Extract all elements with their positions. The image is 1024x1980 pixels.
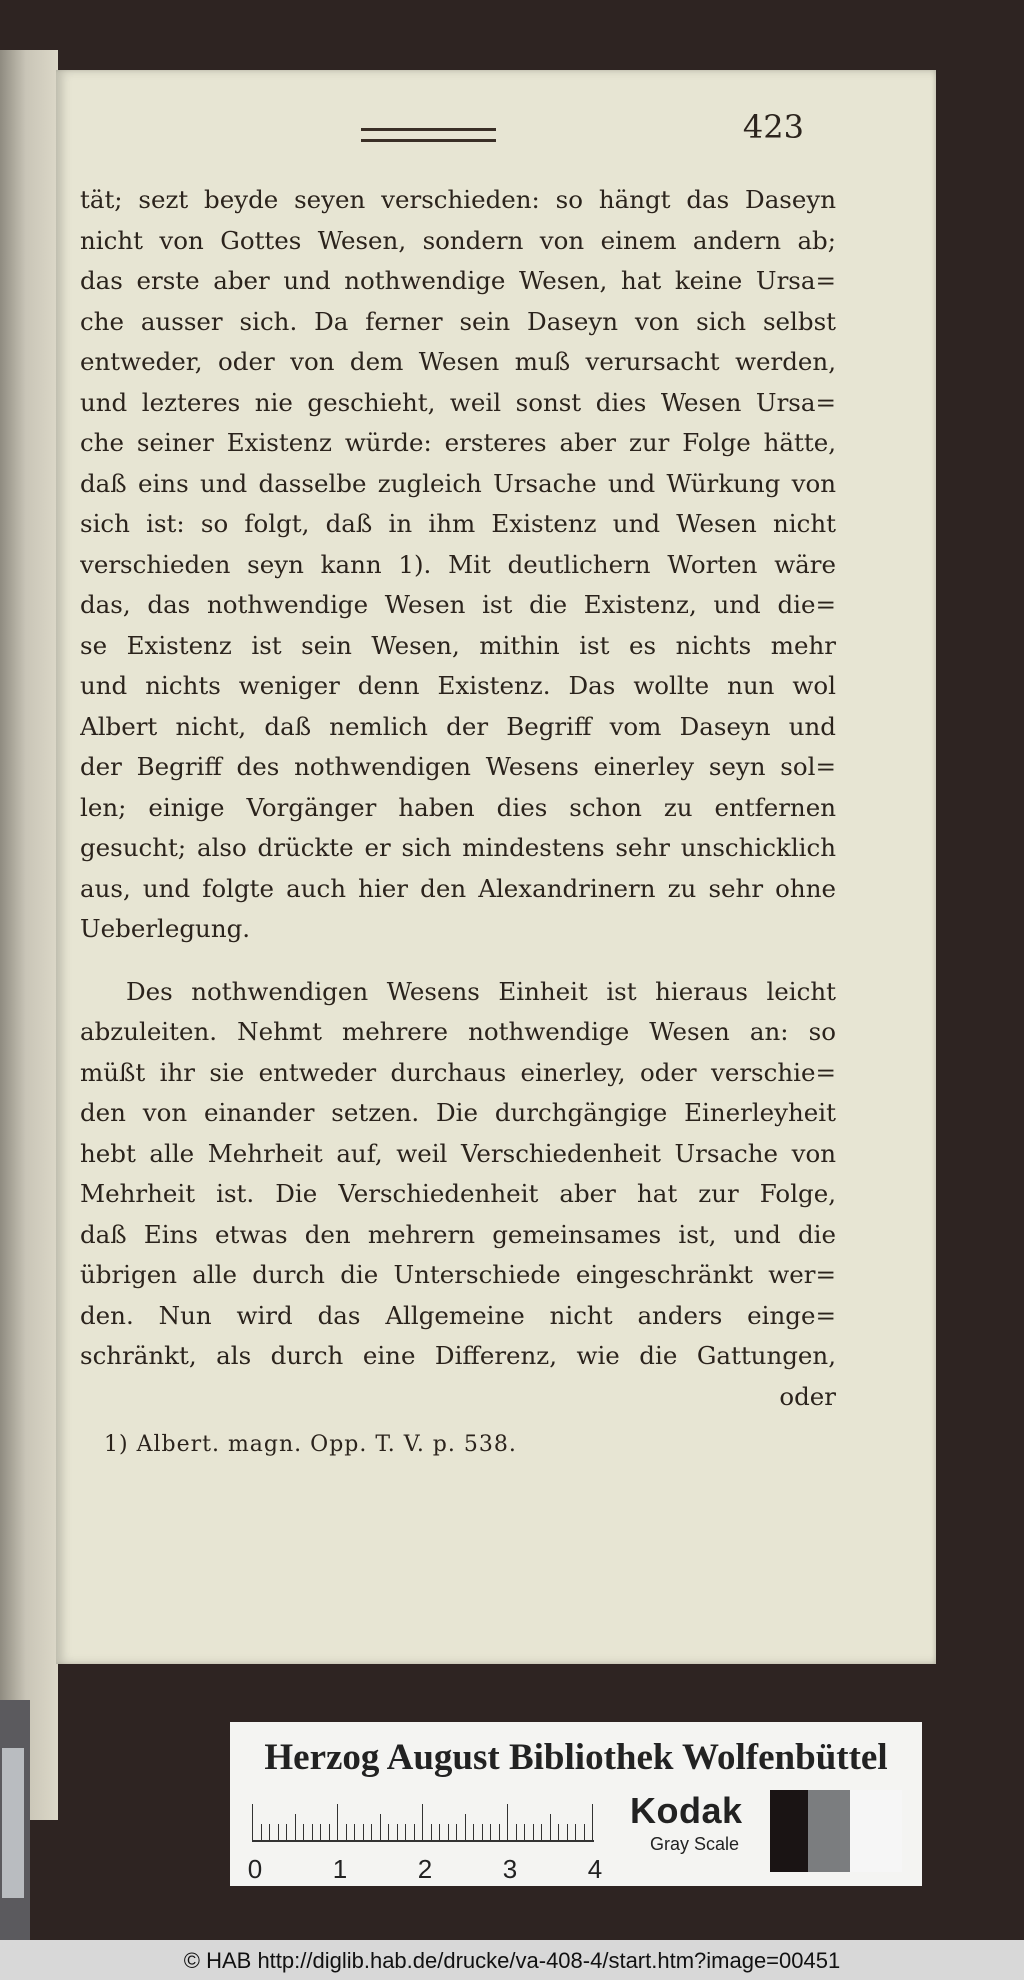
ruler-labels	[247, 1854, 612, 1884]
text-line: che ausser sich. Da ferner sein Daseyn von sich selbst	[80, 306, 836, 336]
page-number: 423	[742, 108, 804, 146]
text-line: hebt alle Mehrheit auf, weil Verschiedenheit Ursache von	[80, 1138, 836, 1168]
text-line: schränkt, als durch eine Differenz, wie die Gattungen,	[80, 1341, 836, 1370]
ruler-tick	[329, 1824, 330, 1840]
text-line: che seiner Existenz würde: ersteres aber zur Folge hätte,	[80, 428, 836, 457]
text-line: und nichts weniger denn Existenz. Das wollte nun wol	[80, 671, 836, 700]
text-line: und lezteres nie geschieht, weil sonst dies Wesen Ursa=	[80, 387, 836, 417]
ruler-tick	[516, 1824, 517, 1840]
ruler-tick	[414, 1824, 415, 1840]
ruler-tick	[507, 1804, 508, 1840]
caption-bar	[0, 1940, 1024, 1980]
ruler-tick	[448, 1824, 449, 1840]
ruler-tick	[388, 1824, 389, 1840]
ruler-tick	[490, 1824, 491, 1840]
ruler-tick	[584, 1824, 585, 1840]
text-line: Albert nicht, daß nemlich der Begriff vom Daseyn und	[80, 711, 836, 741]
kodak-logo: Kodak	[630, 1790, 743, 1831]
ruler-tick	[422, 1804, 423, 1840]
text-line: entweder, oder von dem Wesen muß verursacht werden,	[80, 347, 836, 376]
ruler-tick	[371, 1824, 372, 1840]
ruler-tick	[465, 1814, 466, 1840]
ruler-tick	[456, 1824, 457, 1840]
ruler-tick	[363, 1824, 364, 1840]
text-line: den. Nun wird das Allgemeine nicht anders einge=	[80, 1300, 836, 1330]
text-line: se Existenz ist sein Wesen, mithin ist es nichts mehr	[80, 630, 836, 660]
ruler-tick	[337, 1804, 338, 1840]
text-line: gesucht; also drückte er sich mindestens sehr unschicklich	[80, 833, 836, 862]
gray-scale-label: Gray Scale	[650, 1834, 740, 1854]
text-line: Mehrheit ist. Die Verschiedenheit aber hat zur Folge,	[80, 1179, 836, 1208]
footnote: 1) Albert. magn. Opp. T. V. p. 538.	[104, 1432, 517, 1457]
gray-swatch	[808, 1790, 850, 1872]
ruler-tick	[295, 1814, 296, 1840]
color-target-card	[230, 1722, 922, 1886]
text-line: das erste aber und nothwendige Wesen, hat keine Ursa=	[80, 266, 836, 295]
ruler-tick	[431, 1824, 432, 1840]
ruler-label: 4	[587, 1854, 603, 1884]
ruler-tick	[482, 1824, 483, 1840]
ruler-tick	[592, 1804, 593, 1840]
adjacent-page-edge	[0, 50, 58, 1820]
text-line: Des nothwendigen Wesens Einheit ist hieraus leicht	[126, 976, 836, 1006]
ruler-tick	[473, 1824, 474, 1840]
text-line: daß Eins etwas den mehrern gemeinsames ist, und die	[80, 1219, 836, 1249]
black-swatch	[770, 1790, 808, 1872]
text-line: der Begriff des nothwendigen Wesens einerley seyn sol=	[80, 752, 836, 781]
text-line: sich ist: so folgt, daß in ihm Existenz und Wesen nicht	[80, 509, 836, 538]
ruler-label: 2	[417, 1854, 433, 1884]
ruler-tick	[303, 1824, 304, 1840]
text-line: müßt ihr sie entweder durchaus einerley, oder verschie=	[80, 1057, 836, 1087]
page-text	[80, 180, 836, 1417]
header-ornament-rule	[361, 128, 496, 142]
ruler-tick	[567, 1824, 568, 1840]
ruler-label: 3	[502, 1854, 518, 1884]
text-line: das, das nothwendige Wesen ist die Existenz, und die=	[80, 590, 836, 619]
text-line: daß eins und dasselbe zugleich Ursache und Würkung von	[80, 468, 836, 498]
text-line: nicht von Gottes Wesen, sondern von einem andern ab;	[80, 225, 836, 255]
ruler-tick	[269, 1824, 270, 1840]
ruler-tick	[550, 1814, 551, 1840]
ruler-tick	[439, 1824, 440, 1840]
scale-ruler	[252, 1800, 594, 1842]
spine-label	[2, 1748, 24, 1898]
catchword: oder	[779, 1381, 836, 1411]
ruler-tick	[261, 1824, 262, 1840]
ruler-tick	[405, 1824, 406, 1840]
text-line: abzuleiten. Nehmt mehrere nothwendige Wesen an: so	[80, 1017, 836, 1046]
copyright-caption: © HAB http://diglib.hab.de/drucke/va-408-4/start.htm?image=00451	[183, 1948, 841, 1973]
ruler-tick	[533, 1824, 534, 1840]
ruler-tick	[354, 1824, 355, 1840]
ruler-tick	[320, 1824, 321, 1840]
library-name: Herzog August Bibliothek Wolfenbüttel	[264, 1737, 888, 1778]
text-line: aus, und folgte auch hier den Alexandrinern zu sehr ohne	[80, 873, 836, 903]
ruler-label: 1	[332, 1854, 348, 1884]
ruler-tick	[397, 1824, 398, 1840]
ruler-tick	[524, 1824, 525, 1840]
ruler-tick	[499, 1824, 500, 1840]
ruler-tick	[252, 1804, 253, 1840]
ruler-tick	[380, 1814, 381, 1840]
book-page	[56, 70, 936, 1664]
ruler-tick	[312, 1824, 313, 1840]
text-line: den von einander setzen. Die durchgängige Einerleyheit	[80, 1098, 836, 1127]
text-line: tät; sezt beyde seyen verschieden: so hängt das Daseyn	[80, 185, 836, 214]
ruler-label: 0	[247, 1854, 263, 1884]
ruler-tick	[278, 1824, 279, 1840]
ruler-tick	[575, 1824, 576, 1840]
ruler-tick	[346, 1824, 347, 1840]
ruler-tick	[286, 1824, 287, 1840]
text-line: verschieden seyn kann 1). Mit deutlichern Worten wäre	[80, 549, 836, 579]
text-line: Ueberlegung.	[80, 914, 251, 943]
text-line: len; einige Vorgänger haben dies schon zu entfernen	[80, 792, 836, 822]
ruler-tick	[558, 1824, 559, 1840]
ruler-tick	[541, 1824, 542, 1840]
white-swatch	[850, 1790, 902, 1872]
text-line: übrigen alle durch die Unterschiede eingeschränkt wer=	[80, 1260, 836, 1289]
